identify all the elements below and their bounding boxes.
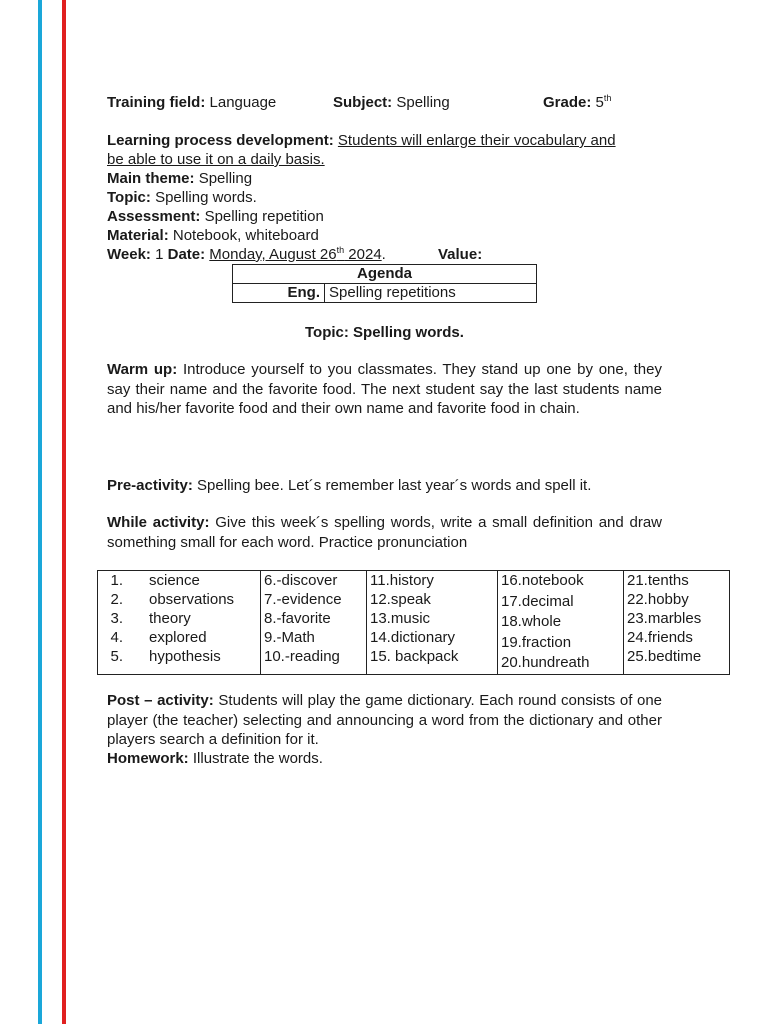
grade-row (543, 93, 611, 112)
value-row (438, 245, 482, 264)
assessment-row (107, 207, 324, 226)
learning-process-value-1: Students will enlarge their vocabulary and (337, 132, 616, 149)
pre-activity-paragraph (107, 476, 591, 495)
warm-up-paragraph (107, 360, 662, 419)
agenda-row-label: Eng. (233, 284, 325, 303)
agenda-row (233, 284, 537, 303)
word-item: 12.speak (370, 591, 431, 608)
grade-value: 5 (595, 94, 604, 111)
homework-paragraph (107, 749, 323, 768)
learning-process-line1 (107, 131, 616, 150)
post-activity-label: Post – activity: (107, 692, 214, 709)
word-item: 22.hobby (627, 591, 689, 608)
agenda-table (232, 264, 537, 303)
word-item (101, 571, 257, 590)
main-theme-row (107, 169, 252, 188)
week-label: Week: (107, 246, 151, 263)
word-number: 1. (110, 572, 123, 589)
material-label: Material: (107, 227, 169, 244)
topic-label: Topic: (107, 189, 151, 206)
week-date-row (107, 245, 386, 264)
subject-row (333, 93, 450, 112)
word-item: 14.dictionary (370, 629, 456, 646)
word-number: 3. (110, 610, 123, 627)
word-item (101, 647, 257, 666)
word-item: 13.music (370, 610, 431, 627)
word-item: 17.decimal (501, 592, 574, 610)
homework-label: Homework: (107, 750, 189, 767)
date-value (209, 246, 381, 263)
agenda-header: Agenda (233, 265, 537, 284)
word-item: 10.-reading (264, 648, 340, 665)
grade-label: Grade: (543, 94, 592, 111)
words-column-2 (261, 571, 367, 675)
word-item: 21.tenths (627, 572, 689, 589)
subject-value: Spelling (396, 94, 450, 111)
word-item: 11.history (370, 572, 434, 589)
learning-process-line2 (107, 150, 325, 169)
word-item: 19.fraction (501, 633, 572, 651)
words-row (98, 571, 730, 675)
word-item: 24.friends (627, 629, 693, 646)
word-text: theory (149, 610, 191, 627)
warm-up-label: Warm up: (107, 361, 178, 378)
while-activity-label: While activity: (107, 514, 210, 531)
topic-heading (305, 323, 464, 342)
word-item: 9.-Math (264, 629, 315, 646)
word-text: hypothesis (149, 648, 221, 665)
word-item: 25.bedtime (627, 648, 702, 665)
word-item: 16.notebook (501, 572, 584, 589)
spelling-words-table (97, 570, 730, 675)
words-column-4 (498, 571, 624, 675)
material-value: Notebook, whiteboard (172, 227, 319, 244)
assessment-label: Assessment: (107, 208, 201, 225)
date-period: . (381, 246, 386, 263)
blue-margin-line (38, 0, 42, 1024)
word-number: 5. (110, 648, 123, 665)
word-item (101, 609, 257, 628)
material-row (107, 226, 319, 245)
agenda-header-row (233, 265, 537, 284)
pre-activity-label: Pre-activity: (107, 477, 193, 494)
pre-activity-text: Spelling bee. Let´s remember last year´s words and spell it. (197, 477, 592, 494)
training-field-value: Language (209, 94, 277, 111)
words-column-1 (98, 571, 261, 675)
date-label: Date: (167, 246, 206, 263)
word-item: 18.whole (501, 613, 562, 630)
words-column-3 (367, 571, 498, 675)
learning-process-label: Learning process development: (107, 132, 334, 149)
warm-up-text: Introduce yourself to you classmates. They stand up one by one, they say their name and the favorite food. The next student say the last students name and his/her favorite food and their own name and favorite food in chain. (107, 361, 662, 417)
learning-process-value-2: be able to use it on a daily basis. (107, 151, 325, 168)
topic-value: Spelling words. (155, 189, 257, 206)
word-number: 2. (110, 591, 123, 608)
homework-text: Illustrate the words. (192, 750, 323, 767)
word-text: observations (149, 591, 235, 608)
word-item: 6.-discover (264, 572, 338, 589)
header-row (107, 93, 276, 112)
topic-row (107, 188, 257, 207)
date-value-sup: th (336, 245, 345, 255)
main-theme-value: Spelling (198, 170, 253, 187)
word-text: science (149, 572, 200, 589)
while-activity-text: Give this week´s spelling words, write a small definition and draw something small for each word. Practice pronunciation (107, 514, 662, 551)
word-item: 20.hundreath (501, 654, 590, 671)
word-item: 23.marbles (627, 610, 702, 627)
red-margin-line (62, 0, 66, 1024)
main-theme-label: Main theme: (107, 170, 195, 187)
word-item: 7.-evidence (264, 591, 342, 608)
week-value: 1 (155, 246, 164, 263)
word-text: explored (149, 629, 207, 646)
post-activity-text: Students will play the game dictionary. Each round consists of one player (the teacher) selecting and announcing a word from the dictionary and other players search a definition for it. (107, 692, 663, 748)
while-activity-paragraph (107, 513, 662, 552)
assessment-value: Spelling repetition (204, 208, 324, 225)
word-item: 15. backpack (370, 648, 459, 665)
word-item (101, 590, 257, 609)
word-number: 4. (110, 629, 123, 646)
value-label: Value: (438, 246, 483, 263)
topic-heading-text: Topic: Spelling words. (305, 324, 464, 341)
date-value-year: 2024 (344, 246, 382, 263)
post-activity-paragraph (107, 691, 662, 750)
word-item (101, 628, 257, 647)
grade-suffix: th (603, 93, 612, 103)
subject-label: Subject: (333, 94, 393, 111)
word-item: 8.-favorite (264, 610, 331, 627)
training-field-label: Training field: (107, 94, 206, 111)
date-value-main: Monday, August 26 (209, 246, 337, 263)
words-column-5 (624, 571, 730, 675)
agenda-row-value: Spelling repetitions (325, 284, 537, 303)
